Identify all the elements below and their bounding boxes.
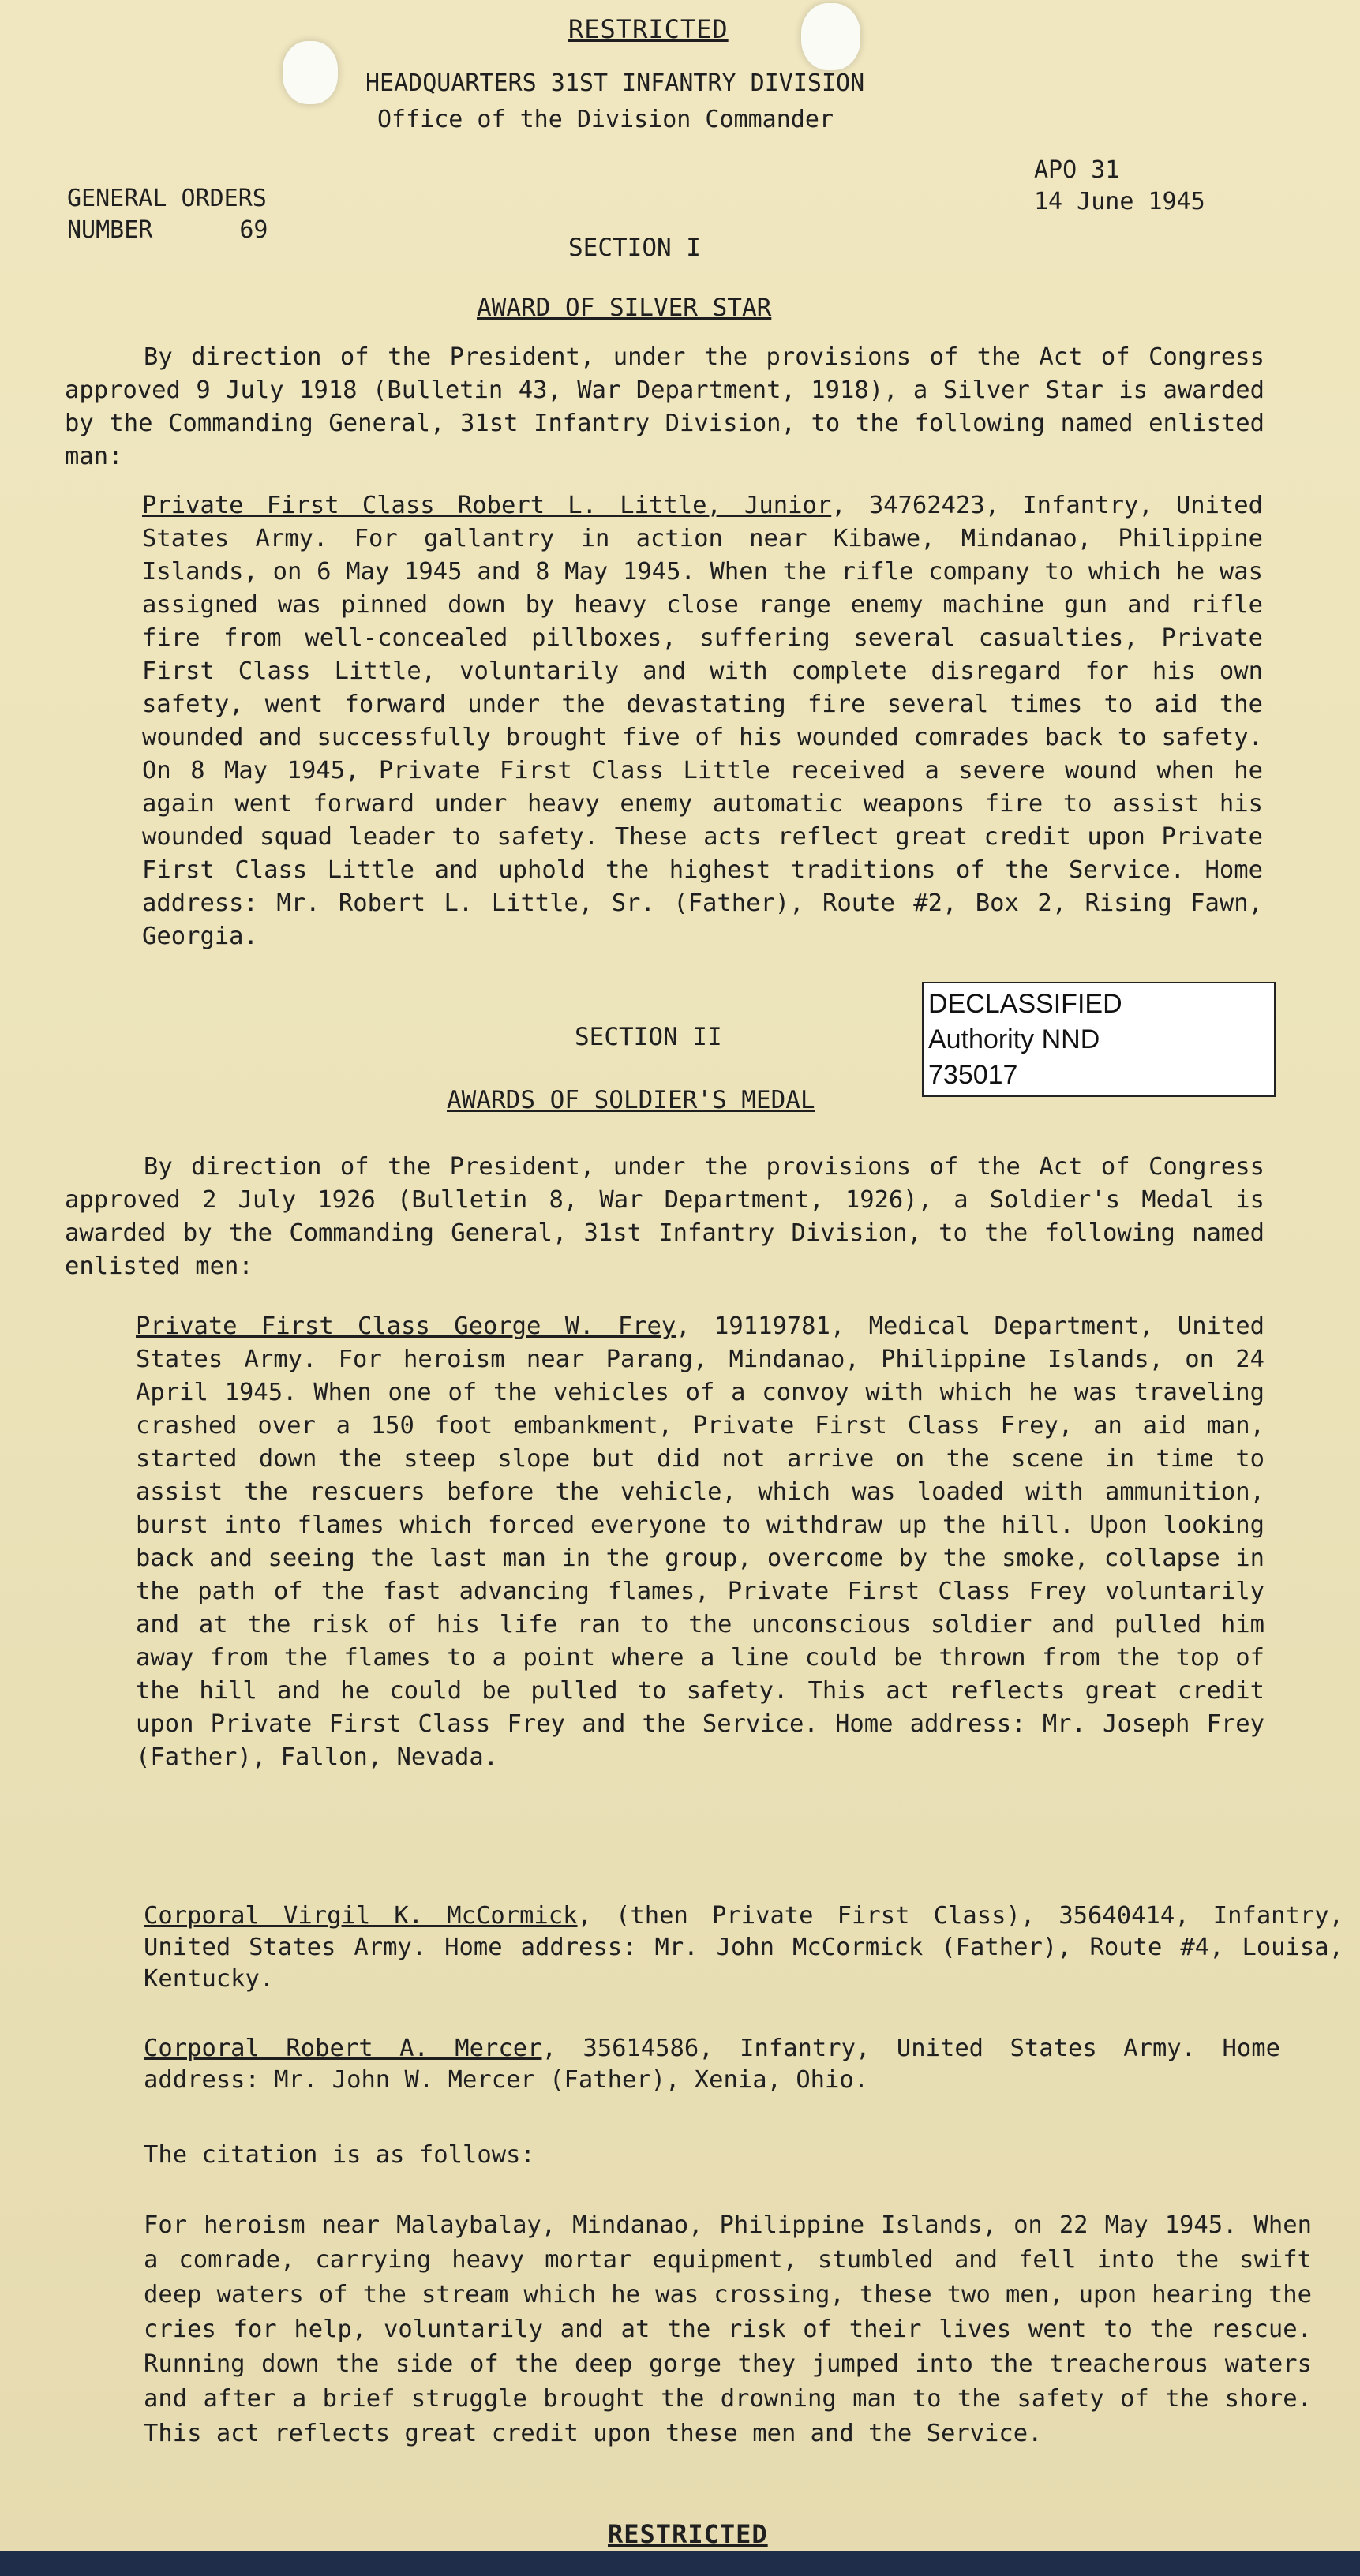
mccormick-text: , (then Private First Class), 35640414, Infantry, United States Army. Home address: Mr. John McCormick (Father), Route #4, Louisa, Kentucky. [144,1902,1343,1993]
citation-lead: The citation is as follows: [144,2141,535,2169]
stamp-line-1: DECLASSIFIED [928,989,1122,1019]
order-number-line [67,215,268,246]
recipient-name: Private First Class Robert L. Little, Junior [142,492,832,519]
frey-citation-text: , 19119781, Medical Department, United States Army. For heroism near Parang, Mindanao, Philippine Islands, on 24 April 1945. When one of the vehicles of a convoy with which he was traveling crashed over a 150 foot embankment, Private First Class Frey, an aid man, started down the steep slope but did not arrive on the scene in time to assist the rescuers before the vehicle, which was loaded with ammunition, burst into flames which forced everyone to withdraw up the hill. Upon looking back and seeing the last man in the group, overcome by the smoke, collapse in the path of the fast advancing flames, Private First Class Frey voluntarily and at the risk of his life ran to the unconscious soldier and pulled him away from the flames to a point where a line could be thrown from the top of the hill and he could be pulled to safety. This act reflects great credit upon Private First Class Frey and the Service. Home address: Mr. Joseph Frey (Father), Fallon, Nevada. [136,1312,1265,1771]
citation-text: , 34762423, Infantry, United States Army. For gallantry in action near Kibawe, Mindanao, Philippine Islands, on 6 May 1945 and 8 May 1945. When the rifle company to which he was assigned was pinned down by heavy close range enemy machine gun and rifle fire from well-concealed pillboxes, suffering several casualties, Private First Class Little, voluntarily and with complete disregard for his own safety, went forward under the devastating fire several times to aid the wounded and successfully brought five of his wounded comrades back to safety. On 8 May 1945, Private First Class Little received a severe wound when he again went forward under heavy enemy automatic weapons fire to assist his wounded squad leader to safety. These acts reflect great credit upon Private First Class Little and uphold the highest traditions of the Service. Home address: Mr. Robert L. Little, Sr. (Father), Route #2, Box 2, Rising Fawn, Georgia. [142,492,1264,950]
number-value: 69 [239,216,268,244]
declassified-stamp [922,982,1276,1097]
section-2-intro: By direction of the President, under the provisions of the Act of Congress approved 2 July 1926 (Bulletin 8, War Department, 1926), a Soldier's Medal is awarded by the Commanding General, 31st Infantry Division, to the following named enlisted men: [65,1153,1264,1280]
order-date: 14 June 1945 [1034,188,1205,215]
scan-background-edge [0,2551,1360,2576]
apo-date-block [1034,155,1205,218]
section-1-title: SECTION I [568,234,701,262]
office-subtitle: Office of the Division Commander [377,106,834,133]
restricted-footer: RESTRICTED [608,2519,768,2549]
general-orders-block [67,183,268,246]
section-1-intro: By direction of the President, under the provisions of the Act of Congress approved 9 July 1918 (Bulletin 43, War Department, 1918), a Silver Star is awarded by the Commanding General, 31st Infantry Division, to the following named enlisted man: [65,343,1264,470]
general-orders-label: GENERAL ORDERS [67,185,267,212]
mercer-entry [144,2033,1280,2096]
stamp-line-3: 735017 [928,1060,1018,1090]
apo: APO 31 [1034,156,1120,184]
frey-name: Private First Class George W. Frey [136,1312,676,1340]
stamp-line-2: Authority NND [928,1024,1100,1054]
frey-citation [136,1310,1264,1774]
mercer-text: , 35614586, Infantry, United States Army. Home address: Mr. John W. Mercer (Father), Xenia, Ohio. [144,2035,1280,2094]
restricted-header: RESTRICTED [568,14,729,44]
mercer-name: Corporal Robert A. Mercer [144,2035,542,2062]
silver-star-citation [142,489,1263,953]
section-2-title: SECTION II [575,1023,722,1051]
section-1-award-title: AWARD OF SILVER STAR [477,294,772,322]
mccormick-name: Corporal Virgil K. McCormick [144,1902,578,1930]
headquarters-title: HEADQUARTERS 31ST INFANTRY DIVISION [365,69,865,97]
section-2-award-title: AWARDS OF SOLDIER'S MEDAL [447,1086,815,1114]
punch-hole [801,3,860,70]
joint-citation: For heroism near Malaybalay, Mindanao, Philippine Islands, on 22 May 1945. When a comrade, carrying heavy mortar equipment, stumbled and fell into the swift deep waters of the stream which he was crossing, these two men, upon hearing the cries for help, voluntarily and at the risk of their lives went to the rescue. Running down the side of the deep gorge they jumped into the treacherous waters and after a brief struggle brought the drowning man to the safety of the shore. This act reflects great credit upon these men and the Service. [144,2211,1312,2447]
punch-hole [283,41,338,104]
mccormick-entry [144,1900,1343,1995]
number-label: NUMBER [67,216,153,244]
